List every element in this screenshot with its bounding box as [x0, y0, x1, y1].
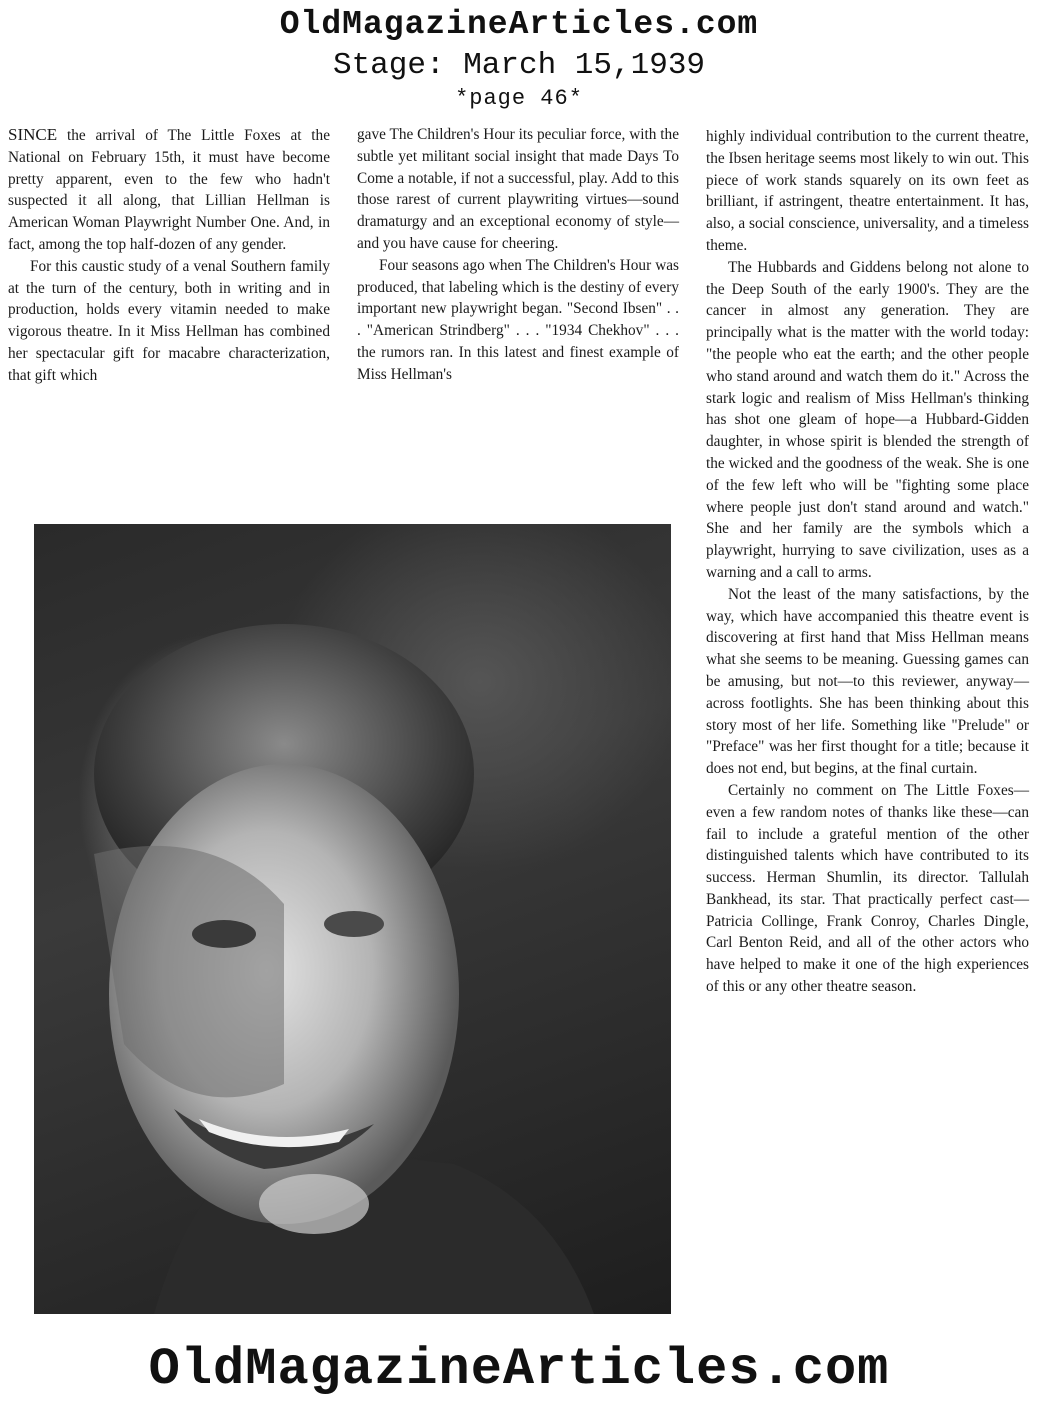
article-paragraph: For this caustic study of a venal Southern family at the turn of the century, both in writing and in production, holds every vitamin needed to make vigorous theatre. In it Miss Hellman has combined her spectacular gift for macabre characterization, that gift which: [8, 257, 330, 384]
portrait-photo: [34, 524, 671, 1314]
article-paragraph: highly individual contribution to the current theatre, the Ibsen heritage seems most likely to win out. This piece of work stands squarely on its own feet as brilliant, if astringent, theatre entertainment. It has, also, a social conscience, universality, and a timeless theme.: [706, 128, 1029, 254]
site-header: OldMagazineArticles.com: [279, 6, 759, 43]
article-paragraph: gave The Children's Hour its peculiar force, with the subtle yet militant social insight that made Days To Come a notable, if not a successful, play. Add to this those rarest of current playwriting virtues—sound dramaturgy and an exceptional economy of style—and you have cause for cheering.: [357, 126, 679, 252]
article-paragraph: Four seasons ago when The Children's Hour was produced, that labeling which is the destiny of every important new playwright began. "Second Ibsen" . . . "American Strindberg" . . . "1934 Chekhov" . . . the rumors ran. In this latest and finest example of Miss Hellman's: [357, 256, 679, 383]
lead-word: SINCE: [8, 125, 58, 144]
paragraph-text: the arrival of The Little Foxes at the National on February 15th, it must have become pretty apparent, even to the few who hadn't suspected it all along, that Lillian Hellman is American Woman Playwright Number One. And, in fact, among the top half-dozen of any gender.: [8, 127, 330, 253]
article-paragraph: [8, 124, 330, 256]
portrait-illustration: [34, 524, 671, 1314]
site-footer: OldMagazineArticles.com: [148, 1340, 890, 1399]
page-number: *page 46*: [455, 86, 583, 111]
article-paragraph: Not the least of the many satisfactions, by the way, which have accompanied this theatre event is discovering at first hand that Miss Hellman means what she seems to be meaning. Guessing games can be amusing, but not—to this reviewer, anyway—across footlights. She has been thinking about this story most of her life. Something like "Prelude" or "Preface" was her first thought for a title; because it does not end, but begins, at the final curtain.: [706, 585, 1029, 778]
article-column-1: [8, 124, 330, 387]
article-paragraph: The Hubbards and Giddens belong not alone to the Deep South of the early 1900's. They are the cancer in almost any generation. They are principally what is the matter with the world today: "the people who eat the earth; and the other people who stand around and watch them do it." Across the stark logic and realism of Miss Hellman's thinking has shot one gleam of hope—a Hubbard-Gidden daughter, in whose spirit is blended the strength of the wicked and the goodness of the weak. She is one of the few left who will be "fighting some place where people just don't stand around and watch." She and her family are the symbols which a playwright, hurrying to save civilization, uses as a warning and a call to arms.: [706, 258, 1029, 581]
article-column-2: [357, 124, 679, 386]
article-column-3: [706, 126, 1029, 998]
article-paragraph: Certainly no comment on The Little Foxes—even a few random notes of thanks like these—can fail to include a grateful mention of the other distinguished talents which have contributed to its success. Herman Shumlin, its director. Tallulah Bankhead, its star. That practically perfect cast—Patricia Collinge, Frank Conroy, Charles Dingle, Carl Benton Reid, and all of the other actors who have helped to make it one of the high experiences of this or any other theatre season.: [706, 781, 1029, 996]
publication-date: Stage: March 15,1939: [332, 48, 706, 83]
